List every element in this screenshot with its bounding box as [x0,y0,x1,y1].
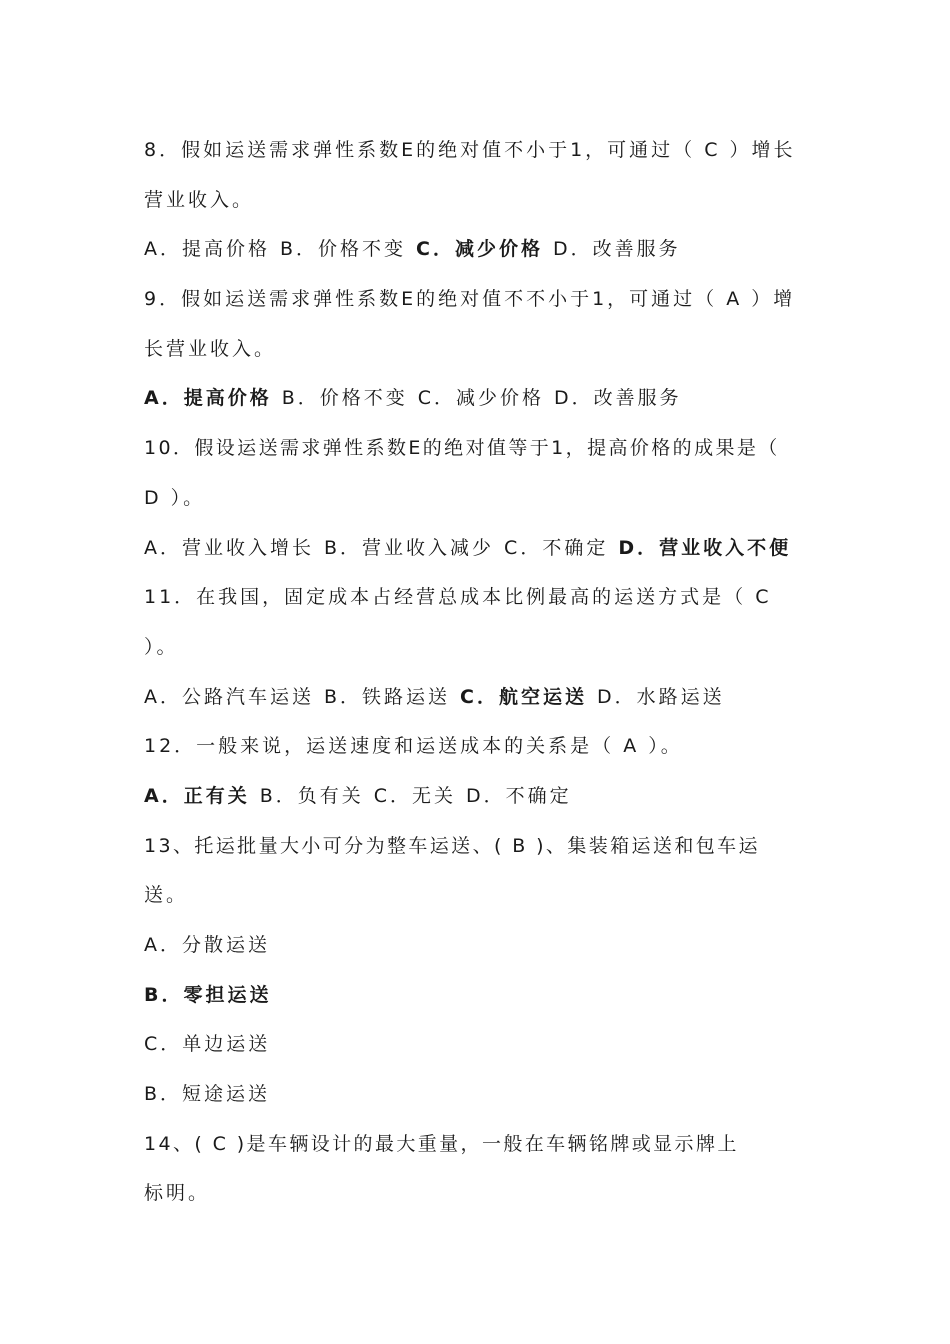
q12-option-a-answer: A．正有关 [144,784,250,807]
q12-options [144,772,816,822]
q8-option-c-answer: C．减少价格 [416,238,543,261]
q11-stem-line2: ）。 [144,635,179,658]
q13-option-d: B．短途运送 [144,1083,271,1106]
q13-option-b-answer: B．零担运送 [144,983,272,1006]
q9-option-c: C．减少价格 [417,387,545,410]
q10-option-a: A．营业收入增长 [144,536,314,559]
q12-option-c: C．无关 [373,784,457,807]
q11-option-d: D．水路运送 [597,685,725,708]
q8-option-b: B．价格不变 [280,238,407,261]
document-page [144,126,816,1219]
q13-option-c: C．单边运送 [144,1033,271,1056]
q12-option-d: D．不确定 [466,784,572,807]
q11-option-b: B．铁路运送 [324,685,451,708]
q10-stem-line2: D ）。 [144,486,206,509]
q11-options [144,673,816,723]
q13-stem-line1: 13、托运批量大小可分为整车运送、( B )、集装箱运送和包车运 [144,834,760,857]
q10-option-c: C．不确定 [504,536,609,559]
q14-stem-line1: 14、( C )是车辆设计的最大重量，一般在车辆铭牌或显示牌上 [144,1132,739,1155]
q10-stem-line1: 10．假设运送需求弹性系数E的绝对值等于1，提高价格的成果是（ [144,437,780,460]
q12-stem-line1: 12．一般来说，运送速度和运送成本的关系是（ A ）。 [144,735,683,758]
q9-option-a-answer: A．提高价格 [144,387,272,410]
q13-option-a: A．分散运送 [144,934,270,956]
q9-options [144,374,816,424]
q14-stem-line2: 标明。 [144,1182,211,1205]
q13-stem-line2: 送。 [144,884,189,907]
q8-options [144,225,816,275]
q8-stem-line1: 8．假如运送需求弹性系数E的绝对值不小于1，可通过（ C ）增长 [144,139,796,161]
q10-option-b: B．营业收入减少 [324,536,495,559]
q10-option-d-answer: D．营业收入不便 [618,536,792,559]
q8-option-d: D．改善服务 [553,238,681,261]
q11-stem-line1: 11．在我国，固定成本占经营总成本比例最高的运送方式是（ C [144,586,772,609]
q9-stem-line1: 9．假如运送需求弹性系数E的绝对值不不小于1，可通过（ A ）增 [144,288,796,311]
q10-options [144,524,816,574]
q9-stem-line2: 长营业收入。 [144,337,277,360]
q9-option-b: B．价格不变 [281,387,408,410]
q8-option-a: A．提高价格 [144,238,270,261]
q11-option-a: A．公路汽车运送 [144,685,314,708]
q12-option-b: B．负有关 [259,784,364,807]
q8-stem-line2: 营业收入。 [144,188,255,211]
q9-option-d: D．改善服务 [554,387,682,410]
q11-option-c-answer: C．航空运送 [460,685,587,708]
